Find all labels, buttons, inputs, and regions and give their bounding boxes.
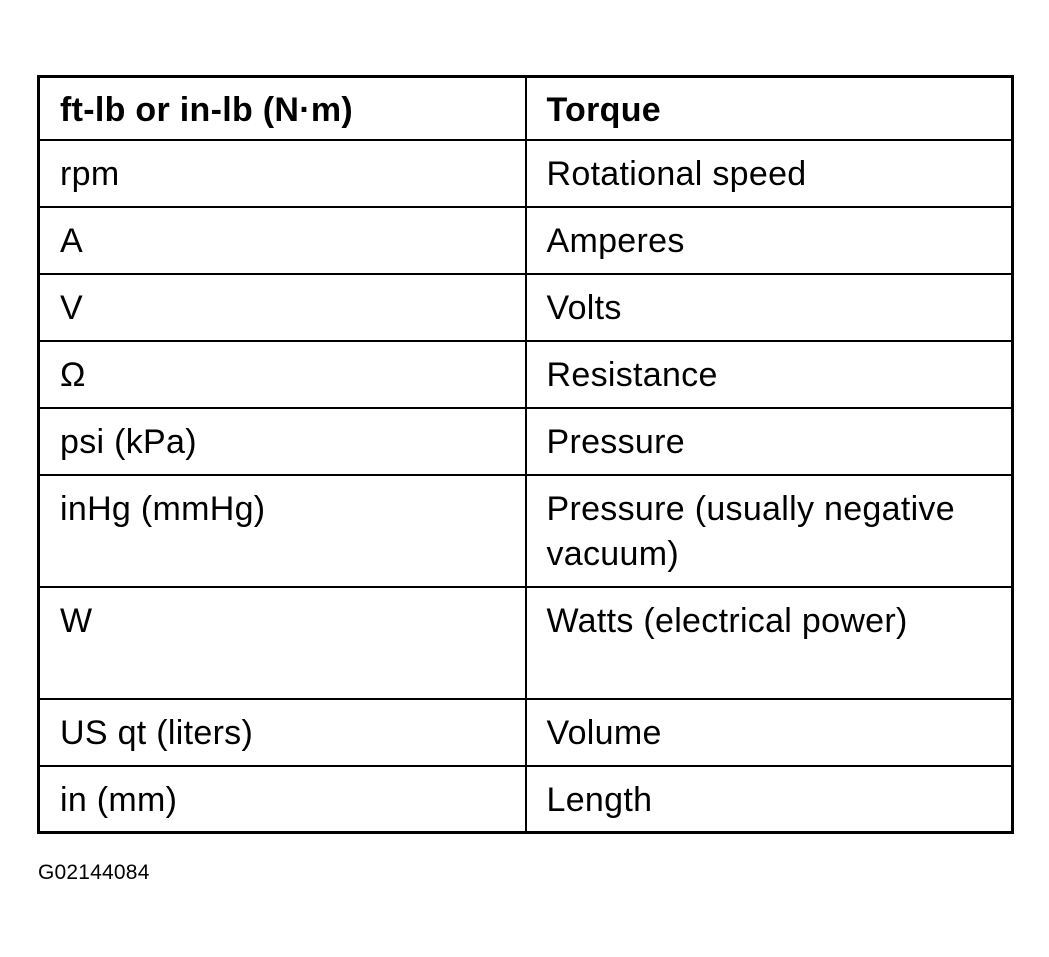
table-row [39, 274, 1013, 341]
table-row [39, 475, 1013, 587]
meaning-cell: Resistance [526, 341, 1013, 408]
table-row [39, 408, 1013, 475]
meaning-cell: Volts [526, 274, 1013, 341]
unit-cell: in (mm) [39, 766, 526, 833]
table-row [39, 207, 1013, 274]
unit-cell: V [39, 274, 526, 341]
figure-id: G02144084 [38, 861, 150, 884]
unit-cell: US qt (liters) [39, 699, 526, 766]
meaning-cell: Watts (electrical power) [526, 587, 1013, 699]
unit-cell: rpm [39, 140, 526, 207]
table-row [39, 587, 1013, 699]
units-table [37, 75, 1014, 834]
meaning-cell: Pressure (usually negative vacuum) [526, 475, 1013, 587]
meaning-cell: Length [526, 766, 1013, 833]
table-row [39, 699, 1013, 766]
meaning-cell: Pressure [526, 408, 1013, 475]
header-meaning-cell: Torque [526, 77, 1013, 140]
table-row [39, 140, 1013, 207]
table-row [39, 341, 1013, 408]
unit-cell: psi (kPa) [39, 408, 526, 475]
header-unit-cell: ft-lb or in-lb (N·m) [39, 77, 526, 140]
meaning-cell: Rotational speed [526, 140, 1013, 207]
unit-cell: inHg (mmHg) [39, 475, 526, 587]
unit-cell: Ω [39, 341, 526, 408]
meaning-cell: Volume [526, 699, 1013, 766]
unit-cell: A [39, 207, 526, 274]
unit-cell: W [39, 587, 526, 699]
meaning-cell: Amperes [526, 207, 1013, 274]
table-row [39, 766, 1013, 833]
table-header-row [39, 77, 1013, 140]
